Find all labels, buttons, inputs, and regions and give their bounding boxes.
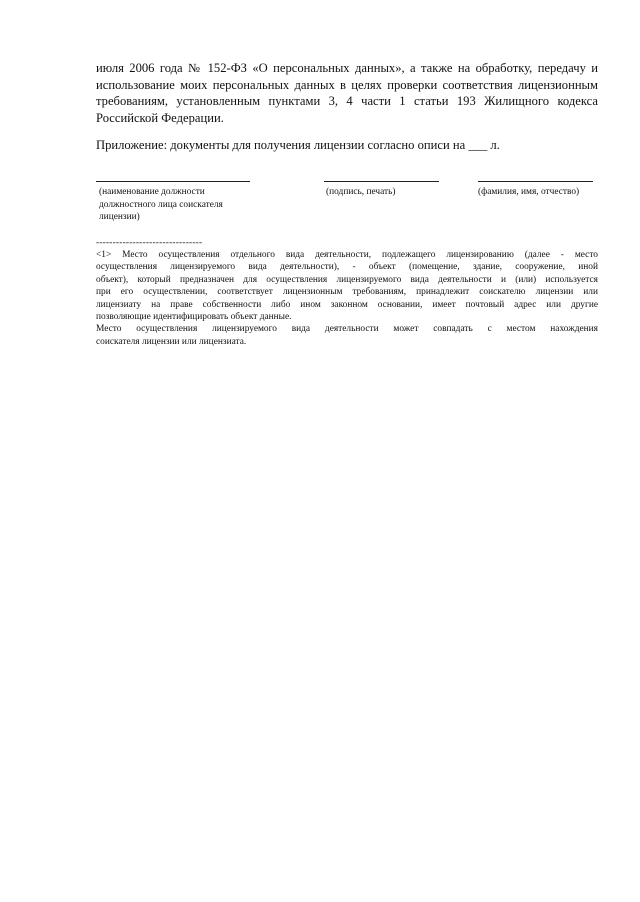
footnote-line-5: лицензиату на праве собственности либо ином законном основании, имеет почтовый адрес или другие	[96, 299, 598, 310]
attachment-line: Приложение: документы для получения лицензии согласно описи на ___ л.	[96, 138, 500, 152]
consent-line-1: июля 2006 года № 152-ФЗ «О персональных данных», а также на обработку, передачу и	[96, 61, 598, 75]
footnote-line-3: объект), который предназначен для осуществления лицензируемого вида деятельности и (или) используется	[96, 274, 598, 285]
name-signature-line	[478, 181, 593, 182]
position-signature-line	[96, 181, 250, 182]
footnote-line-6: позволяющие идентифицировать объект данные.	[96, 312, 292, 323]
consent-line-2: использование моих персональных данных в целях проверки соответствия лицензионным	[96, 77, 598, 92]
position-label	[99, 186, 269, 224]
footnote-line-2: осуществления лицензируемого вида деятельности), - объект (помещение, здание, сооружение, иной	[96, 262, 598, 273]
name-label: (фамилия, имя, отчество)	[478, 187, 580, 197]
position-label-line-2: должностного лица соискателя	[99, 199, 223, 210]
consent-paragraph	[96, 60, 598, 126]
footnote-note-line-2: соискателя лицензии или лицензиата.	[96, 336, 247, 347]
footnote-text	[96, 249, 598, 348]
footnote-separator: --------------------------------	[96, 238, 203, 248]
position-label-line-1: (наименование должности	[99, 187, 205, 197]
signature-line	[324, 181, 439, 182]
footnote-line-4: при его осуществлении, соответствует лицензионным требованиям, принадлежит соискателю лицензии или	[96, 287, 598, 298]
consent-line-3: требованиям, установленным пунктами 3, 4 части 1 статьи 193 Жилищного кодекса	[96, 94, 598, 109]
signature-label: (подпись, печать)	[326, 187, 396, 197]
footnote-note-line-1: Место осуществления лицензируемого вида деятельности может совпадать с местом нахождения	[96, 324, 598, 335]
footnote-line-1: <1> Место осуществления отдельного вида деятельности, подлежащего лицензированию (далее - место	[96, 250, 598, 260]
position-label-line-3: лицензии)	[99, 212, 140, 222]
consent-line-4: Российской Федерации.	[96, 110, 224, 125]
